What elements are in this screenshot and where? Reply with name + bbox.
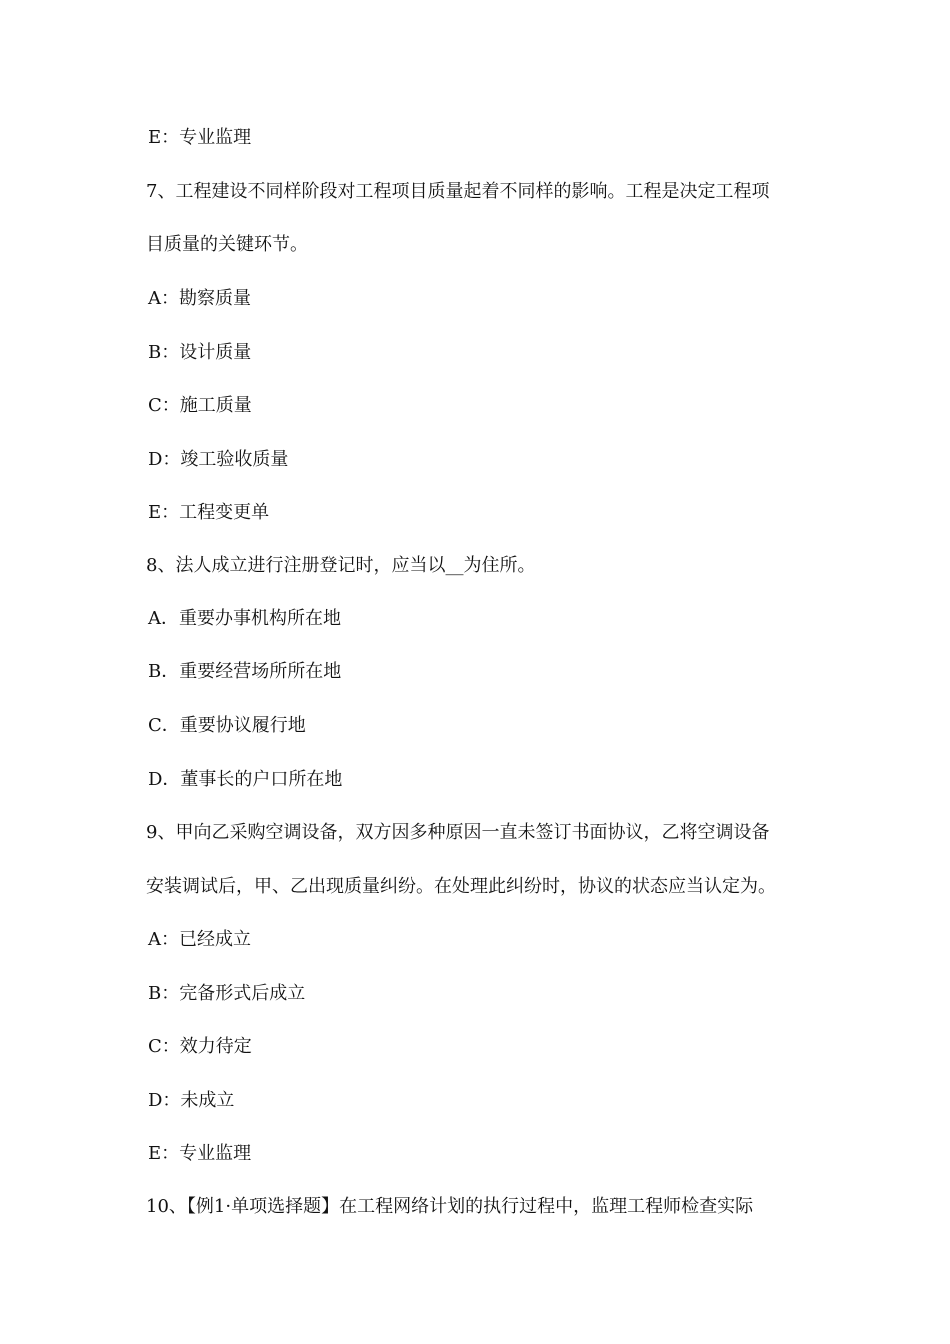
option-a-q7: A：勘察质量 — [148, 288, 251, 309]
option-c-q8: C．重要协议履行地 — [148, 715, 306, 736]
question-7-text-cont: 目质量的关键环节。 — [146, 234, 308, 255]
option-b-q7: B：设计质量 — [148, 342, 252, 363]
option-c-q7: C：施工质量 — [148, 395, 252, 416]
option-d-q8: D．董事长的户口所在地 — [148, 769, 343, 790]
option-d-q7: D：竣工验收质量 — [148, 449, 289, 470]
option-c-q9: C：效力待定 — [148, 1036, 252, 1057]
question-9-text: 9、甲向乙采购空调设备，双方因多种原因一直未签订书面协议，乙将空调设备 — [146, 822, 770, 843]
question-7-text: 7、工程建设不同样阶段对工程项目质量起着不同样的影响。工程是决定工程项 — [146, 181, 770, 202]
question-9-text-cont: 安装调试后，甲、乙出现质量纠纷。在处理此纠纷时，协议的状态应当认定为。 — [146, 876, 776, 897]
option-e-q9: E：专业监理 — [148, 1143, 252, 1164]
option-a-q9: A：已经成立 — [148, 929, 251, 950]
option-b-q9: B：完备形式后成立 — [148, 983, 306, 1004]
question-10-text: 10、【例1·单项选择题】在工程网络计划的执行过程中，监理工程师检查实际 — [146, 1196, 754, 1217]
option-d-q9: D：未成立 — [148, 1090, 235, 1111]
option-e-q6: E：专业监理 — [148, 127, 252, 148]
option-e-q7: E：工程变更单 — [148, 502, 270, 523]
option-a-q8: A．重要办事机构所在地 — [148, 608, 341, 629]
option-b-q8: B．重要经营场所所在地 — [148, 661, 342, 682]
question-8-text: 8、法人成立进行注册登记时，应当以__为住所。 — [146, 555, 536, 576]
